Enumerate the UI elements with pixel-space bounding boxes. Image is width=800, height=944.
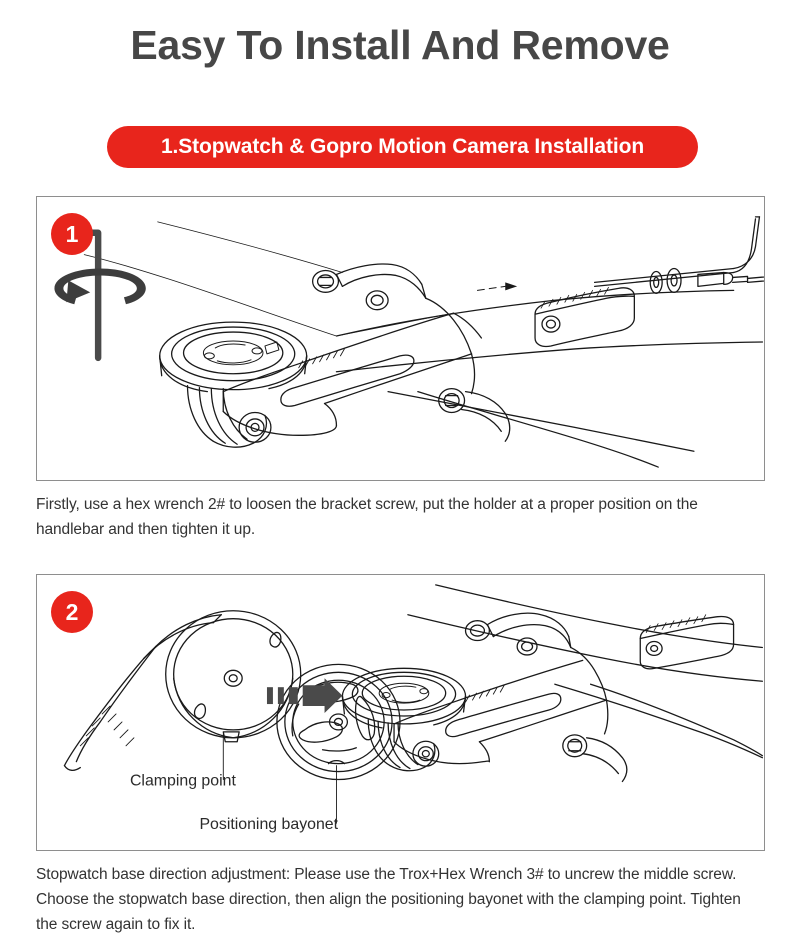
annotation-clamping-point: Clamping point — [129, 772, 236, 790]
annotation-positioning-bayonet: Positioning bayonet — [199, 816, 339, 834]
section-banner — [107, 126, 698, 168]
step-1-illustration — [37, 197, 764, 480]
step-1-caption: Firstly, use a hex wrench 2# to loosen the bracket screw, put the holder at a proper position on the handlebar and then tighten it up. — [36, 496, 698, 538]
step-1-panel — [36, 196, 765, 481]
section-banner-label: 1.Stopwatch & Gopro Motion Camera Installation — [160, 135, 645, 158]
page-title: Easy To Install And Remove — [130, 22, 670, 68]
step-badge-2: 2 — [51, 591, 93, 633]
step-2-illustration — [37, 575, 764, 850]
step-badge-1: 1 — [51, 213, 93, 255]
step-2-panel — [36, 574, 765, 851]
step-2-caption: Stopwatch base direction adjustment: Please use the Trox+Hex Wrench 3# to uncrew the middle screw. Choose the stopwatch base direction, then align the positioning bayonet with the clamping point. Tighten the screw again to fix it. — [36, 866, 741, 933]
